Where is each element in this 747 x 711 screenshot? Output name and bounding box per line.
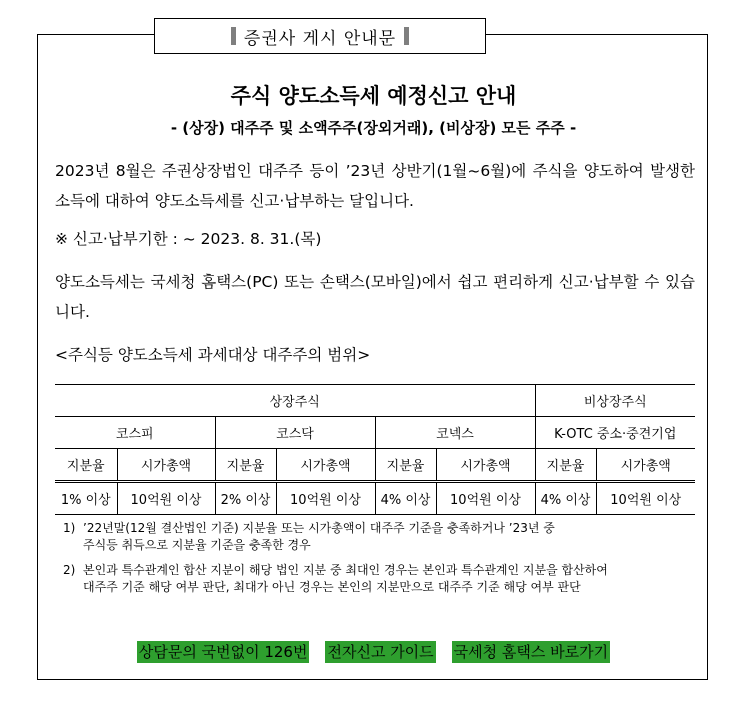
value-kospi-ratio: 1% 이상 (55, 482, 117, 515)
subheader-market-cap: 시가총액 (117, 449, 215, 482)
value-kosdaq-ratio: 2% 이상 (215, 482, 276, 515)
hometax-paragraph: 양도소득세는 국세청 홈택스(PC) 또는 손택스(모바일)에서 쉽고 편리하게 신고·납부할 수 있습니다. (55, 273, 695, 321)
subheader-share-ratio: 지분율 (535, 449, 596, 482)
subheader-market-cap: 시가총액 (436, 449, 535, 482)
subheader-market-cap: 시가총액 (276, 449, 375, 482)
subheader-share-ratio: 지분율 (375, 449, 436, 482)
footnote-text-cont: 대주주 기준 해당 여부 판단, 최대가 아닌 경우는 본인의 지분만으로 대주주 기준 해당 여부 판단 (83, 580, 581, 594)
hometax-link-button[interactable]: 국세청 홈택스 바로가기 (453, 643, 609, 661)
value-kosdaq-cap: 10억원 이상 (276, 482, 375, 515)
e-filing-guide-button[interactable]: 전자신고 가이드 (327, 643, 434, 661)
footnote-text: ’22년말(12월 결산법인 기준) 지분율 또는 시가총액이 대주주 기준을 충족하거나 ’23년 중 (83, 521, 555, 535)
footnote-1 (63, 520, 691, 554)
major-shareholder-table (55, 384, 695, 515)
subheader-share-ratio: 지분율 (215, 449, 276, 482)
value-konex-ratio: 4% 이상 (375, 482, 436, 515)
subheader-share-ratio: 지분율 (55, 449, 117, 482)
header-bar-right (404, 27, 409, 45)
value-kotc-cap: 10억원 이상 (596, 482, 695, 515)
group-listed: 상장주식 (55, 385, 535, 417)
market-kospi: 코스피 (55, 417, 215, 449)
footnote-2 (63, 562, 691, 596)
page-title: 주식 양도소득세 예정신고 안내 (230, 84, 517, 108)
group-unlisted: 비상장주식 (535, 385, 695, 417)
footnote-text-cont: 주식등 취득으로 지분율 기준을 충족한 경우 (83, 538, 311, 552)
deadline-text: ※ 신고·납부기한 : ~ 2023. 8. 31.(목) (55, 230, 322, 248)
market-kosdaq: 코스닥 (215, 417, 375, 449)
intro-paragraph: 2023년 8월은 주권상장법인 대주주 등이 ’23년 상반기(1월~6월)에 주식을 양도하여 발생한 소득에 대하여 양도소득세를 신고·납부하는 달입니다. (55, 162, 695, 210)
header-bar-left (231, 27, 236, 45)
range-title: <주식등 양도소득세 과세대상 대주주의 범위> (55, 346, 371, 364)
header-label: 증권사 게시 안내문 (243, 28, 397, 49)
value-kospi-cap: 10억원 이상 (117, 482, 215, 515)
subheader-market-cap: 시가총액 (596, 449, 695, 482)
consult-126-button[interactable]: 상담문의 국번없이 126번 (138, 643, 308, 661)
footnote-number: 1) (63, 521, 76, 535)
footnote-text: 본인과 특수관계인 합산 지분이 해당 법인 지분 중 최대인 경우는 본인과 특수관계인 지분을 합산하여 (83, 563, 608, 577)
market-konex: 코넥스 (375, 417, 535, 449)
link-buttons (0, 641, 747, 663)
page-subtitle: - (상장) 대주주 및 소액주주(장외거래), (비상장) 모든 주주 - (170, 119, 577, 137)
value-kotc-ratio: 4% 이상 (535, 482, 596, 515)
market-kotc: K-OTC 중소·중견기업 (535, 417, 695, 449)
notice-header (154, 18, 486, 54)
value-konex-cap: 10억원 이상 (436, 482, 535, 515)
footnote-number: 2) (63, 563, 76, 577)
